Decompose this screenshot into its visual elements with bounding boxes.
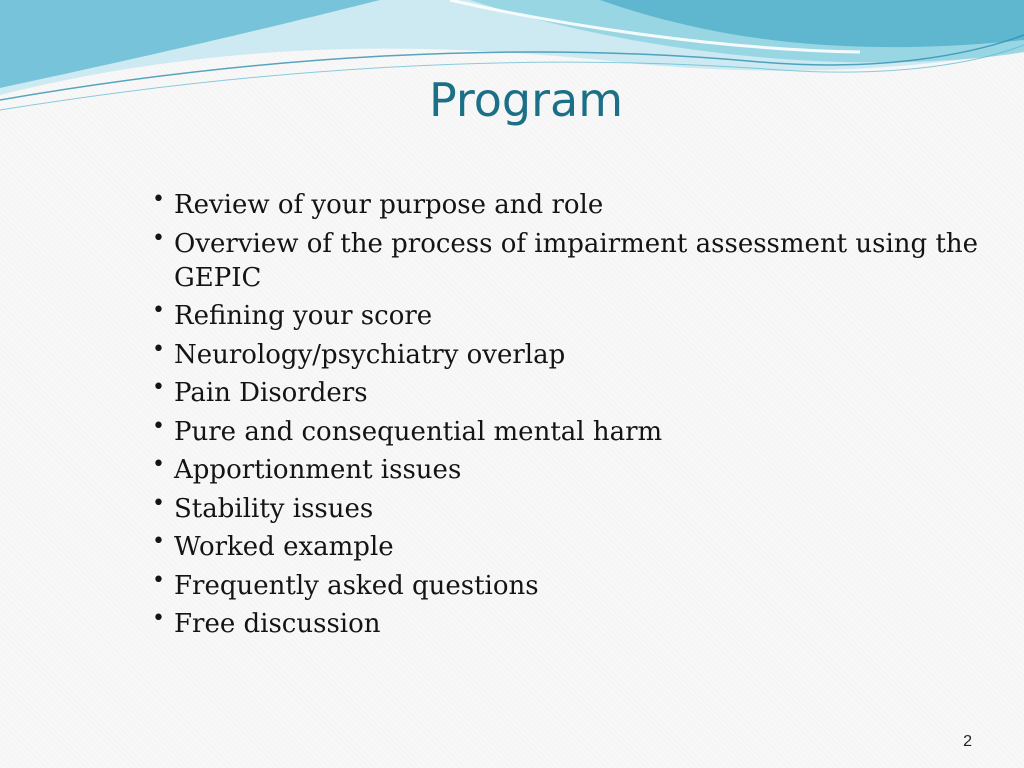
bullet-item: • Pure and consequential mental harm — [152, 415, 1012, 449]
bullet-item: • Stability issues — [152, 492, 1012, 526]
bullet-item: • Refining your score — [152, 299, 1012, 333]
bullet-item: • Free discussion — [152, 607, 1012, 641]
bullet-item: • Frequently asked questions — [152, 569, 1012, 603]
bullet-item: • Neurology/psychiatry overlap — [152, 338, 1012, 372]
bullet-item: • Pain Disorders — [152, 376, 1012, 410]
slide-title: Program — [428, 73, 624, 127]
bullet-item: • Overview of the process of impairment assessment using the GEPIC — [152, 227, 1012, 295]
bullet-item: • Review of your purpose and role — [152, 188, 1012, 222]
page-number: 2 — [963, 733, 972, 750]
bullet-item: • Worked example — [152, 530, 1012, 564]
bullet-list — [152, 188, 1012, 646]
bullet-item: • Apportionment issues — [152, 453, 1012, 487]
